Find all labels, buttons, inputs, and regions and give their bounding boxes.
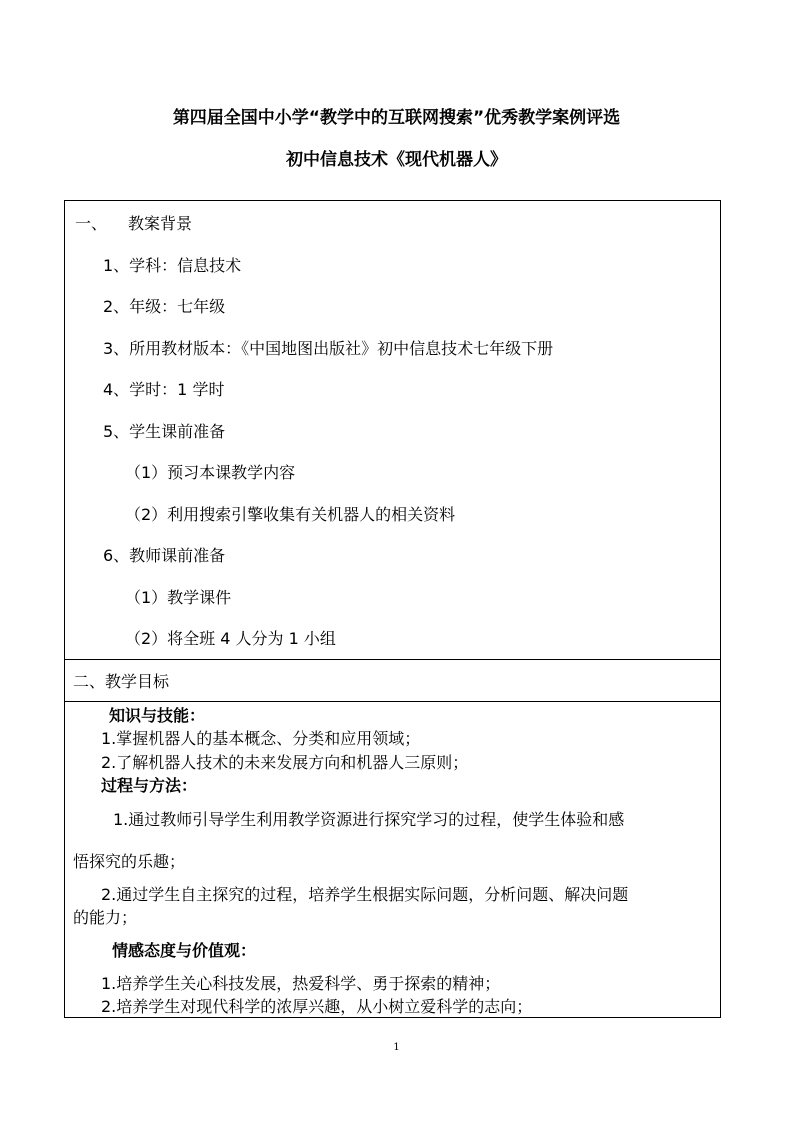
list-item-student-prep: 5、学生课前准备 — [103, 422, 226, 441]
teacher-prep-item: （2）将全班 4 人分为 1 小组 — [125, 629, 336, 648]
table-divider — [65, 701, 720, 702]
list-item-teacher-prep: 6、教师课前准备 — [103, 546, 226, 565]
attitude-item: 2.培养学生对现代科学的浓厚兴趣，从小树立爱科学的志向； — [101, 997, 533, 1016]
section1-number: 一、 — [75, 214, 108, 233]
process-heading: 过程与方法： — [101, 776, 198, 795]
list-item-subject: 1、学科：信息技术 — [103, 256, 242, 275]
knowledge-item: 1.掌握机器人的基本概念、分类和应用领域； — [101, 729, 421, 748]
section2-heading: 二、教学目标 — [73, 672, 170, 691]
process-item-line: 1.通过教师引导学生利用教学资源进行探究学习的过程，使学生体验和感 — [113, 810, 625, 829]
knowledge-item: 2.了解机器人技术的未来发展方向和机器人三原则； — [101, 753, 469, 772]
process-item-line: 2.通过学生自主探究的过程，培养学生根据实际问题，分析问题、解决问题 — [101, 885, 629, 904]
page-number: 1 — [393, 1042, 400, 1053]
attitude-item: 1.培养学生关心科技发展，热爱科学、勇于探索的精神； — [101, 974, 501, 993]
document-subtitle: 初中信息技术《现代机器人》 — [286, 150, 507, 170]
list-item-grade: 2、年级：七年级 — [103, 297, 226, 316]
student-prep-item: （2）利用搜索引擎收集有关机器人的相关资料 — [125, 505, 456, 524]
table-divider — [65, 659, 720, 660]
teacher-prep-item: （1）教学课件 — [125, 588, 232, 607]
list-item-hours: 4、学时：1 学时 — [103, 380, 225, 399]
attitude-heading: 情感态度与价值观： — [112, 941, 257, 960]
document-title: 第四届全国中小学“教学中的互联网搜索”优秀教学案例评选 — [172, 108, 621, 128]
knowledge-heading: 知识与技能： — [109, 706, 206, 725]
process-item-line: 的能力； — [73, 908, 138, 927]
process-item-line: 悟探究的乐趣； — [73, 852, 186, 871]
list-item-textbook: 3、所用教材版本：《中国地图出版社》初中信息技术七年级下册 — [103, 339, 554, 358]
lesson-plan-table — [64, 200, 721, 1018]
section1-heading: 教案背景 — [128, 214, 193, 233]
student-prep-item: （1）预习本课教学内容 — [125, 463, 296, 482]
